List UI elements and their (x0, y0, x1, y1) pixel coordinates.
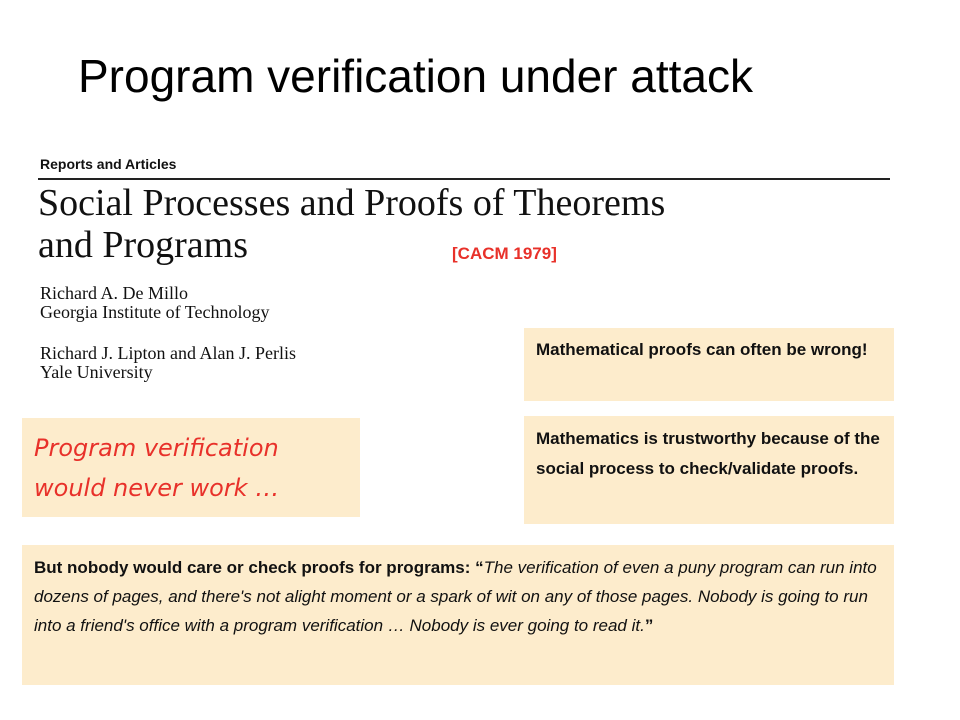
quote-box (22, 545, 894, 685)
paper-title (38, 182, 838, 266)
callout-never-work: Program verification would never work … (22, 418, 360, 517)
paper-title-line-2: and Programs (38, 224, 249, 266)
paper-header-rule (38, 178, 890, 180)
author-block-2 (40, 344, 296, 382)
paper-section-label: Reports and Articles (40, 156, 177, 172)
citation-label: [CACM 1979] (452, 244, 557, 263)
author-affiliation: Georgia Institute of Technology (40, 302, 270, 322)
author-affiliation: Yale University (40, 362, 153, 382)
callout-proofs-wrong: Mathematical proofs can often be wrong! (524, 328, 894, 401)
quote-lead: But nobody would care or check proofs for programs: (34, 558, 476, 577)
quote-open-mark: “ (475, 558, 484, 577)
callout-social-process: Mathematics is trustworthy because of the social process to check/validate proofs. (524, 416, 894, 524)
quote-text: The verification of even a puny program can run into dozens of pages, and there's not alight moment or a spark of wit on any of those pages. Nobody is going to run into a friend's office with a program verification … Nobody is ever going to read it. (34, 558, 877, 635)
author-block-1 (40, 284, 270, 322)
author-name: Richard J. Lipton and Alan J. Perlis (40, 343, 296, 363)
quote-close-mark: ” (644, 616, 654, 635)
author-name: Richard A. De Millo (40, 283, 188, 303)
slide-title: Program verification under attack (78, 50, 753, 102)
paper-title-line-1: Social Processes and Proofs of Theorems (38, 182, 666, 224)
